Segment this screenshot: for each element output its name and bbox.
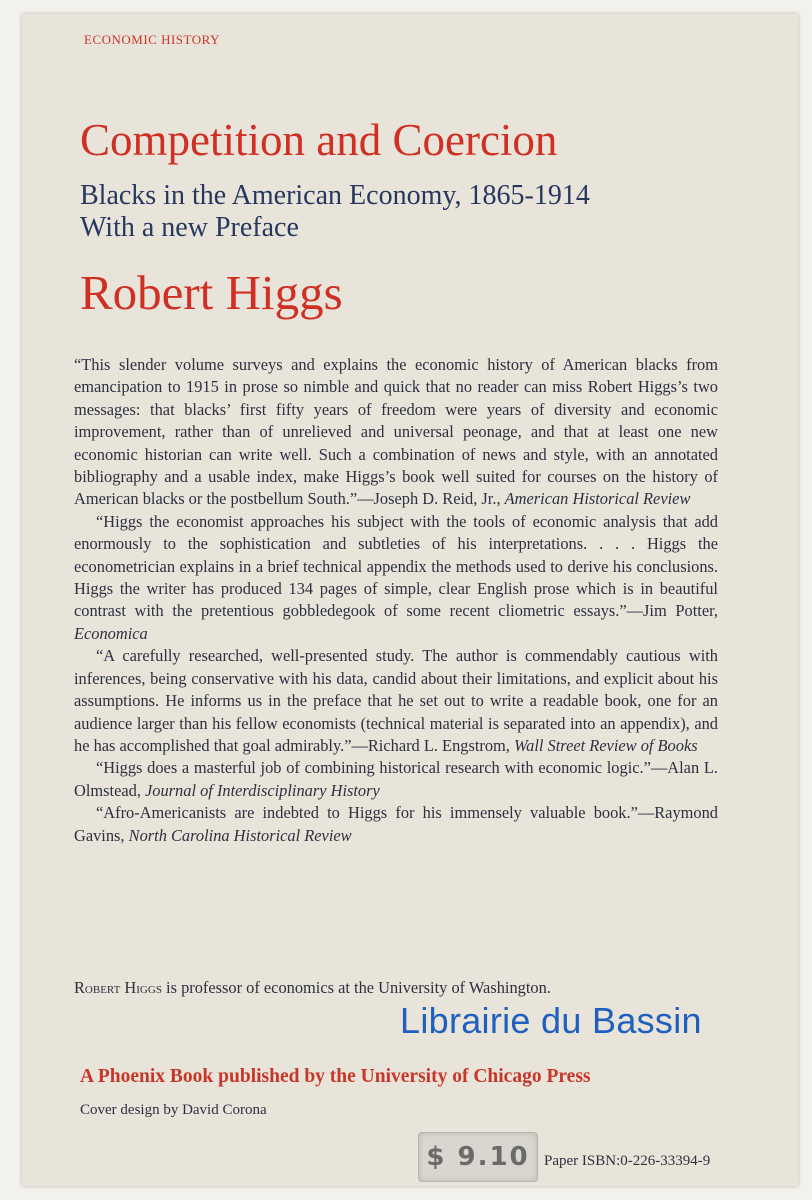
review-source: Journal of Interdisciplinary History xyxy=(145,780,380,800)
review-text: “This slender volume surveys and explains the economic history of American blacks from emancipation to 1915 in prose so nimble and quick that no reader can miss Robert Higgs’s two messages: that blacks’ first fifty years of freedom were years of diversity and economic improvement, rather than of unrelieved and universal peonage, and that at least one new economic historian can write well. Such a combination of news and style, with an annotated bibliography and a usable index, make Higgs’s book well suited for courses on the history of American blacks or the postbellum South.”—Joseph D. Reid, Jr., xyxy=(74,355,718,509)
price-text: $ 9.10 xyxy=(426,1142,530,1172)
bio-text: is professor of economics at the University of Washington. xyxy=(161,978,551,997)
review-text: “Afro-Americanists are indebted to Higgs for his immensely valuable book.”—Raymond Gavins, xyxy=(74,803,718,845)
author-name: Robert Higgs xyxy=(80,265,343,320)
review-text: “Higgs the economist approaches his subject with the tools of economic analysis that add enormously to the sophistication and subtleties of his interpretations. . . . Higgs the econometrician explains in a brief technical appendix the methods used to derive his conclusions. Higgs the writer has produced 134 pages of simple, clear English prose which is in beautiful contrast with the pretentious gobbledegook of some recent cliometric essays.”—Jim Potter, xyxy=(74,511,718,621)
cover-design-credit: Cover design by David Corona xyxy=(80,1102,267,1118)
book-subtitle xyxy=(80,180,590,244)
review-quote xyxy=(74,802,718,847)
review-quote xyxy=(74,645,718,757)
review-quote xyxy=(74,354,718,511)
book-back-cover xyxy=(22,14,798,1186)
bookseller-stamp: Librairie du Bassin xyxy=(400,1000,702,1041)
review-source: Wall Street Review of Books xyxy=(514,735,698,755)
review-source: North Carolina Historical Review xyxy=(128,825,352,845)
review-text: “Higgs does a masterful job of combining historical research with economic logic.”—Alan L. Olmstead, xyxy=(74,758,718,800)
subtitle-line-1: Blacks in the American Economy, 1865-1914 xyxy=(80,180,590,211)
publisher-line: A Phoenix Book published by the University of Chicago Press xyxy=(80,1066,591,1087)
review-quote xyxy=(74,511,718,645)
price-sticker xyxy=(418,1132,538,1182)
subtitle-line-2: With a new Preface xyxy=(80,212,299,243)
review-source: Economica xyxy=(74,623,148,643)
book-title: Competition and Coercion xyxy=(80,115,558,165)
review-source: American Historical Review xyxy=(504,489,691,509)
review-text: “A carefully researched, well-presented study. The author is commendably cautious with inferences, being conservative with his data, candid about their limitations, and explicit about his assumptions. He informs us in the preface that he set out to write a readable book, one for an audience larger than his fellow economists (technical material is separated into an appendix), and he has accomplished that goal admirably.”—Richard L. Engstrom, xyxy=(74,646,718,755)
series-label: ECONOMIC HISTORY xyxy=(84,32,220,47)
review-quote xyxy=(74,757,718,802)
isbn-label: Paper ISBN:0-226-33394-9 xyxy=(544,1153,711,1169)
author-bio xyxy=(74,978,551,998)
bio-name: Robert Higgs xyxy=(74,978,162,997)
review-quotes xyxy=(74,354,718,847)
